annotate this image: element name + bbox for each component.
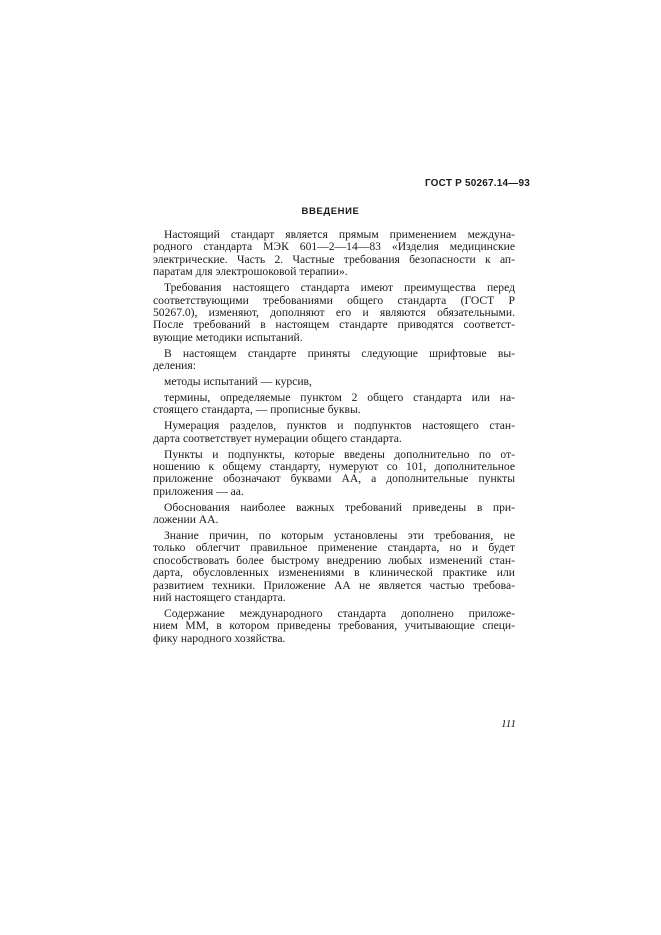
text-line: соответствующими требованиями общего стандарта (ГОСТ Р [153, 293, 515, 307]
text-line: Обоснования наиболее важных требований приведены в при- [164, 500, 515, 514]
text-line: Знание причин, по которым установлены эти требования, не [164, 528, 515, 542]
text-line: приложение обозначают буквами АА, а дополнительные пункты [153, 472, 515, 486]
section-title: ВВЕДЕНИЕ [301, 206, 360, 217]
text-line: родного стандарта МЭК 601—2—14—83 «Изделия медицинские [153, 240, 515, 254]
paragraph [153, 608, 515, 645]
text-line: приложения — аа. [153, 484, 244, 498]
text-line: только облегчит правильное применение стандарта, но и будет [153, 541, 515, 555]
paragraph [153, 229, 515, 279]
text-line: вующие методики испытаний. [153, 330, 303, 344]
text-line: После требований в настоящем стандарте приводятся соответст- [153, 318, 515, 332]
text-line: ношению к общему стандарту, нумеруют со 101, дополнительное [153, 459, 515, 473]
paragraph [153, 348, 515, 373]
paragraph [153, 420, 515, 445]
text-line: Требования настоящего стандарта имеют преимущества перед [164, 281, 515, 295]
text-line: Настоящий стандарт является прямым применением междуна- [164, 228, 515, 241]
text-line: Нумерация разделов, пунктов и подпунктов настоящего стан- [164, 419, 515, 433]
paragraph [153, 530, 515, 604]
paragraph [153, 449, 515, 499]
paragraph [153, 392, 515, 417]
page-number: 111 [501, 718, 516, 730]
text-line: дарта, обусловленных изменениями в клинической практике или [153, 566, 515, 580]
text-line: ложении АА. [153, 513, 219, 527]
text-line: стоящего стандарта, — прописные буквы. [153, 403, 361, 417]
body-text [153, 229, 515, 649]
text-line: 50267.0), изменяют, дополняют его и являются обязательными. [153, 305, 515, 319]
text-line: методы испытаний — курсив, [164, 374, 312, 388]
paragraph [153, 376, 515, 388]
text-line: деления: [153, 359, 196, 373]
paragraph [153, 502, 515, 527]
text-line: дарта соответствует нумерации общего стандарта. [153, 431, 402, 445]
text-line: нием ММ, в котором приведены требования, учитывающие специ- [153, 619, 515, 633]
text-line: Содержание международного стандарта дополнено приложе- [164, 606, 515, 620]
text-line: термины, определяемые пунктом 2 общего стандарта или на- [164, 390, 515, 404]
text-line: фику народного хозяйства. [153, 631, 286, 645]
text-line: В настоящем стандарте приняты следующие шрифтовые вы- [164, 346, 515, 360]
text-line: ний настоящего стандарта. [153, 590, 286, 604]
paragraph [153, 282, 515, 344]
text-line: Пункты и подпункты, которые введены дополнительно по от- [164, 447, 515, 461]
text-line: развитием техники. Приложение АА не является частью требова- [153, 578, 515, 592]
text-line: способствовать более быстрому внедрению любых изменений стан- [153, 553, 515, 567]
text-line: электрические. Часть 2. Частные требования безопасности к ап- [153, 252, 515, 266]
document-code: ГОСТ Р 50267.14—93 [424, 178, 530, 189]
text-line: паратам для электрошоковой терапии». [153, 265, 348, 279]
